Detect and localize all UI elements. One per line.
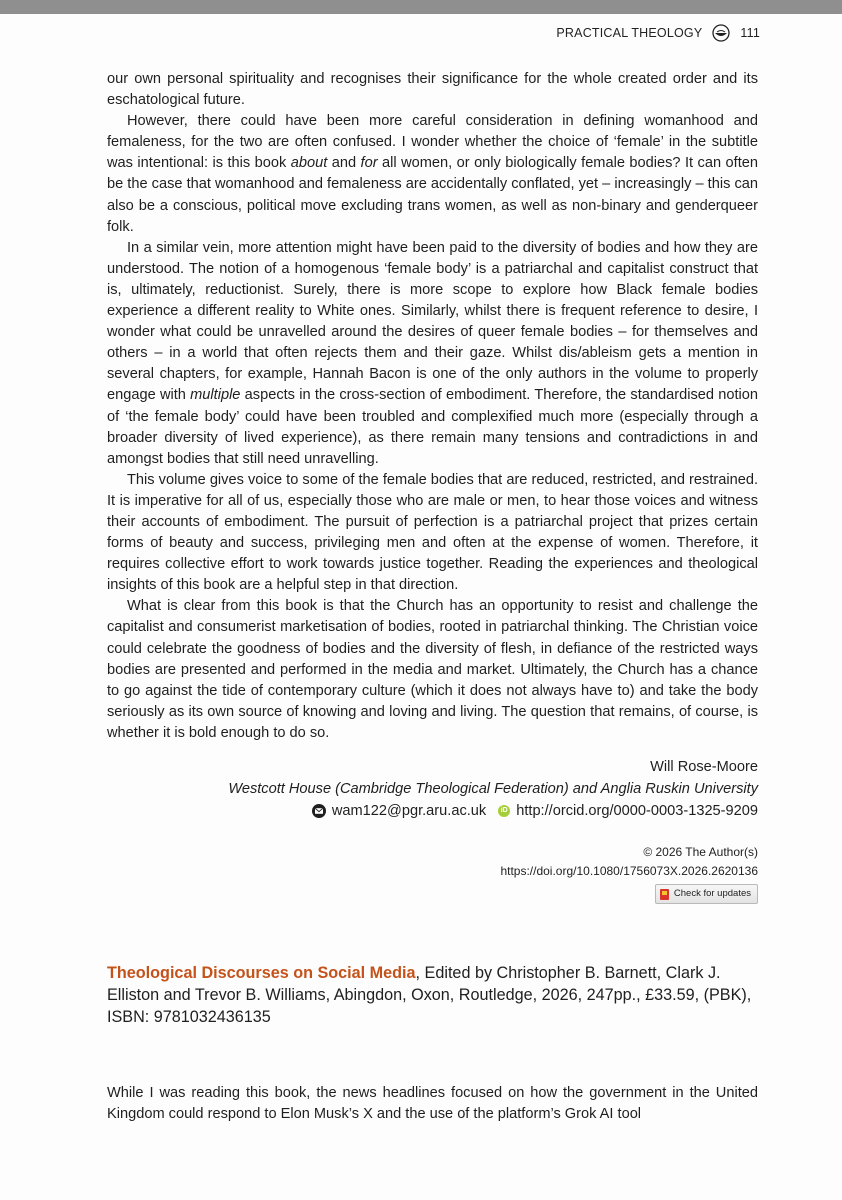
- paragraph: our own personal spirituality and recognises their significance for the whole created order and its eschatological future.: [107, 71, 758, 109]
- orcid-link[interactable]: http://orcid.org/0000-0003-1325-9209: [516, 803, 758, 819]
- journal-name: PRACTICAL THEOLOGY: [556, 26, 703, 40]
- check-for-updates-button[interactable]: [655, 884, 758, 904]
- copyright-block: [358, 843, 758, 881]
- emphasis-text: for: [360, 155, 378, 172]
- paragraph: While I was reading this book, the news headlines focused on how the government in the United Kingdom could respond to Elon Musk’s X and the use of the platform’s Grok AI tool: [107, 1085, 758, 1123]
- journal-logo-icon: [712, 24, 730, 42]
- next-review-body: [107, 1083, 758, 1125]
- running-header: [556, 24, 760, 42]
- text-run: and: [327, 155, 361, 172]
- emphasis-text: about: [290, 155, 328, 172]
- text-run: aspects in the cross-section of embodiment. Therefore, the standardised notion of ‘the female body’ could have been troubled and complexified much more (especially through a broader diversity of lived experience), as there remain many tensions and contradictions in and amongst bodies that still need unravelling.: [107, 387, 758, 467]
- paragraph: What is clear from this book is that the Church has an opportunity to resist and challenge the capitalist and consumerist marketisation of bodies, rooted in patriarchal thinking. The Christian voice could celebrate the goodness of bodies and the diversity of flesh, in defiance of the restricted ways bodies are presented and performed in the media and market. Ultimately, the Church has a chance to go against the tide of contemporary culture (which it does not always have to) and take the body seriously as its own source of knowing and loving and living. The question that remains, of course, is whether it is bold enough to do so.: [107, 598, 758, 741]
- emphasis-text: multiple: [190, 387, 241, 404]
- crossmark-icon: [660, 889, 669, 900]
- doi-link[interactable]: https://doi.org/10.1080/1756073X.2026.2620136: [500, 864, 758, 878]
- check-for-updates-label: Check for updates: [673, 888, 751, 899]
- text-run: all women, or only biologically female bodies? It can often be the case that womanhood and femaleness are accidentally conflated, yet – increasingly – this can also be a conscious, political move excluding trans women, as well as non-binary and genderqueer folk.: [107, 155, 758, 235]
- author-contact: [118, 800, 758, 822]
- paragraph: [107, 111, 758, 238]
- orcid-icon: iD: [498, 805, 510, 817]
- page-number: 111: [740, 26, 760, 40]
- author-signature: [118, 756, 758, 822]
- text-run: In a similar vein, more attention might have been paid to the diversity of bodies and how they are understood. The notion of a homogenous ‘female body’ is a patriarchal and capitalist construct that is, ultimately, reductionist. Surely, there is more scope to explore how Black female bodies experience a different reality to White ones. Similarly, whilst there is frequent reference to desire, I wonder what could be unravelled around the desires of queer female bodies – for themselves and others – in a world that often rejects them and their gaze. Whilst dis/ableism gets a mention in several chapters, for example, Hannah Bacon is one of the only authors in the volume to properly engage with: [107, 239, 758, 404]
- email-link[interactable]: wam122@pgr.aru.ac.uk: [331, 803, 487, 819]
- author-affiliation: Westcott House (Cambridge Theological Federation) and Anglia Ruskin University: [228, 781, 758, 797]
- next-review-heading: [107, 962, 767, 1028]
- text-run: However, there could have been more careful consideration in defining womanhood and femaleness, for the two are often confused. I wonder whether the choice of ‘female’ in the subtitle was intentional: is this book: [107, 113, 758, 172]
- top-border-strip: [0, 0, 842, 14]
- email-icon: [312, 804, 326, 818]
- copyright-notice: © 2026 The Author(s): [643, 845, 758, 859]
- paragraph: This volume gives voice to some of the female bodies that are reduced, restricted, and restrained. It is imperative for all of us, especially those who are male or men, to hear those voices and witness their accounts of embodiment. The pursuit of perfection is a patriarchal project that prizes certain forms of beauty and success, privileging men and often at the expense of women. Therefore, it requires collective effort to work towards justice together. Reading the experiences and theological insights of this book are a helpful step in that direction.: [107, 471, 758, 594]
- book-title: Theological Discourses on Social Media: [107, 964, 416, 982]
- book-citation: , Edited by Christopher B. Barnett, Clark J. Elliston and Trevor B. Williams, Abingdon, Oxon, Routledge, 2026, 247pp., £33.59, (PBK), ISBN: 9781032436135: [107, 964, 752, 1026]
- paragraph: [107, 238, 758, 470]
- author-name: Will Rose-Moore: [650, 759, 758, 775]
- review-body: [107, 69, 758, 744]
